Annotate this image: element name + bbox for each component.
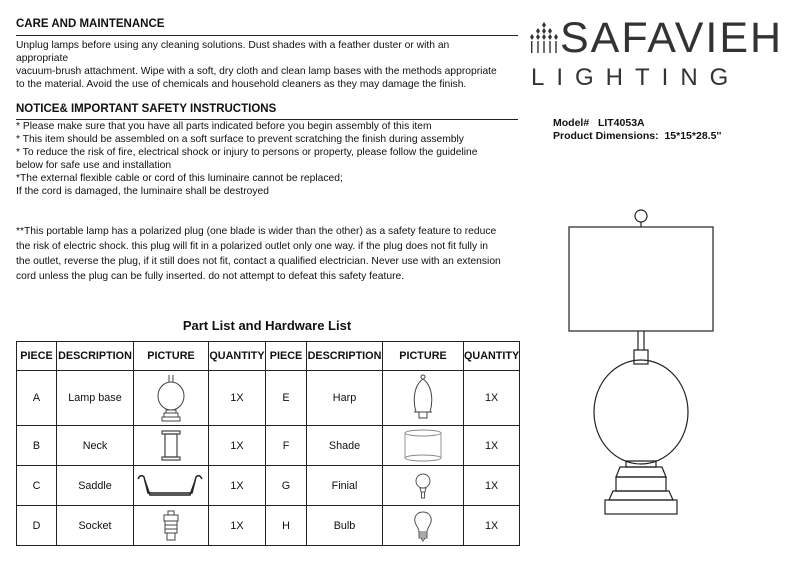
piece-cell: E: [266, 371, 307, 426]
care-line: appropriate: [16, 53, 69, 64]
parts-table: [16, 341, 520, 546]
piece-cell: D: [17, 506, 57, 546]
quantity-cell: 1X: [464, 426, 520, 466]
picture-cell: [383, 506, 464, 546]
description-cell: Finial: [307, 466, 383, 506]
care-text: [16, 39, 497, 91]
table-row: [17, 506, 520, 546]
model-value: LIT4053A: [597, 117, 645, 129]
piece-cell: C: [17, 466, 57, 506]
picture-cell: [383, 426, 464, 466]
description-cell: Socket: [57, 506, 134, 546]
care-line: to the material. Avoid the use of chemicals and household cleaners as they may damage the finish.: [16, 79, 467, 90]
col-header: DESCRIPTION: [57, 342, 134, 371]
picture-cell: [134, 506, 209, 546]
notice-text: [16, 120, 478, 198]
quantity-cell: 1X: [464, 506, 520, 546]
care-title: CARE AND MAINTENANCE: [16, 18, 165, 30]
description-cell: Bulb: [307, 506, 383, 546]
col-header: PIECE: [17, 342, 57, 371]
piece-cell: F: [266, 426, 307, 466]
description-cell: Saddle: [57, 466, 134, 506]
description-cell: Neck: [57, 426, 134, 466]
col-header: PIECE: [266, 342, 307, 371]
col-header: DESCRIPTION: [307, 342, 383, 371]
piece-cell: B: [17, 426, 57, 466]
notice-line: * Please make sure that you have all parts indicated before you begin assembly of this item: [16, 121, 432, 132]
quantity-cell: 1X: [464, 371, 520, 426]
care-divider: [16, 35, 518, 36]
model-line: [553, 117, 645, 129]
harp-icon: [408, 374, 438, 422]
quantity-cell: 1X: [209, 371, 266, 426]
socket-icon: [162, 510, 180, 542]
plug-line: the risk of electric shock. this plug will fit in a polarized outlet only one way. if the plug does not fit fully in: [16, 241, 488, 252]
quantity-cell: 1X: [209, 466, 266, 506]
picture-cell: [134, 426, 209, 466]
picture-cell: [134, 466, 209, 506]
model-label: Model#: [553, 117, 590, 129]
brand-sub: LIGHTING: [531, 64, 741, 91]
picture-cell: [383, 466, 464, 506]
plug-text: [16, 224, 501, 284]
quantity-cell: 1X: [209, 426, 266, 466]
saddle-icon: [136, 473, 206, 499]
parts-title: Part List and Hardware List: [182, 318, 352, 333]
description-cell: Lamp base: [57, 371, 134, 426]
brand-wordmark: SAFAVIEH: [560, 14, 784, 62]
col-header: QUANTITY: [209, 342, 266, 371]
picture-cell: [383, 371, 464, 426]
col-header: PICTURE: [383, 342, 464, 371]
table-row: [17, 371, 520, 426]
notice-line: below for safe use and installation: [16, 160, 172, 171]
notice-line: *The external flexible cable or cord of this luminaire cannot be replaced;: [16, 173, 343, 184]
finial-icon: [412, 472, 434, 500]
table-row: [17, 426, 520, 466]
dimensions-label: Product Dimensions:: [553, 130, 659, 142]
bulb-icon: [413, 510, 433, 542]
care-line: Unplug lamps before using any cleaning solutions. Dust shades with a feather duster or with an: [16, 40, 450, 51]
plug-line: **This portable lamp has a polarized plug (one blade is wider than the other) as a safety feature to reduce: [16, 226, 497, 237]
notice-line: * This item should be assembled on a soft surface to prevent scratching the finish during assembly: [16, 134, 464, 145]
neck-icon: [160, 430, 182, 462]
picture-cell: [134, 371, 209, 426]
notice-line: If the cord is damaged, the luminaire shall be destroyed: [16, 186, 269, 197]
description-cell: Harp: [307, 371, 383, 426]
quantity-cell: 1X: [209, 506, 266, 546]
care-line: vacuum-brush attachment. Wipe with a soft, dry cloth and clean lamp bases with the methods appropriate: [16, 66, 497, 77]
lamp-drawing: [560, 205, 724, 525]
lamp-base-icon: [156, 374, 186, 422]
dimensions-value: 15*15*28.5'': [664, 130, 722, 142]
col-header: PICTURE: [134, 342, 209, 371]
piece-cell: G: [266, 466, 307, 506]
notice-title: NOTICE& IMPORTANT SAFETY INSTRUCTIONS: [16, 103, 277, 115]
piece-cell: H: [266, 506, 307, 546]
plug-line: cord unless the plug can be fully inserted. do not attempt to defeat this safety feature.: [16, 271, 405, 282]
notice-line: * To reduce the risk of fire, electrical shock or injury to persons or property, please follow the guideline: [16, 147, 478, 158]
quantity-cell: 1X: [464, 466, 520, 506]
shade-icon: [403, 429, 443, 463]
brand-logo-icon: [528, 22, 560, 56]
dimensions-line: [553, 130, 721, 142]
plug-line: the outlet, reverse the plug, if it still does not fit, contact a qualified electrician. Never use with an extension: [16, 256, 501, 267]
table-row: [17, 466, 520, 506]
description-cell: Shade: [307, 426, 383, 466]
piece-cell: A: [17, 371, 57, 426]
col-header: QUANTITY: [464, 342, 520, 371]
table-header-row: [17, 342, 520, 371]
